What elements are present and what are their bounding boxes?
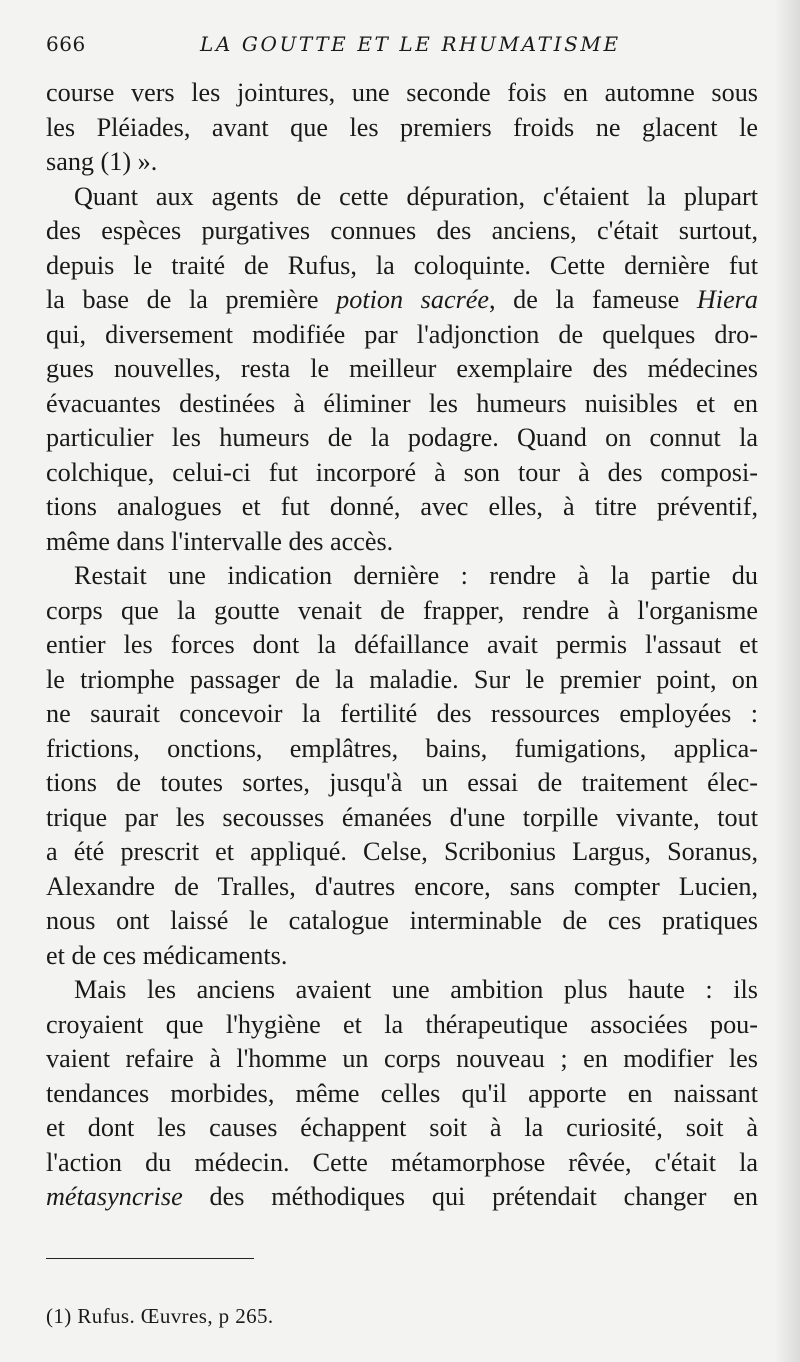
body-text: [46, 76, 758, 1215]
text-segment: la base de la première: [46, 285, 337, 314]
italic-phrase: potion sacrée: [336, 285, 490, 314]
text-line: Restait une indication dernière : rendre à la partie du: [74, 561, 758, 590]
text-line: particulier les humeurs de la podagre. Quand on connut la: [46, 423, 758, 452]
text-line: trique par les secousses émanées d'une torpille vivante, tout: [46, 802, 758, 832]
text-line: depuis le traité de Rufus, la coloquinte. Cette dernière fut: [46, 250, 758, 280]
text-line: et de ces médicaments.: [46, 940, 288, 970]
italic-phrase: métasyncrise: [46, 1182, 183, 1211]
page-edge-shadow: [774, 0, 800, 1362]
text-line: course vers les jointures, une seconde fois en automne sous: [46, 78, 758, 107]
text-line: Quant aux agents de cette dépuration, c'étaient la plupart: [74, 181, 758, 211]
page-number: 666: [46, 32, 86, 56]
text-line: tions analogues et fut donné, avec elles, à titre préventif,: [46, 492, 758, 521]
text-line: [46, 283, 758, 318]
text-line: croyaient que l'hygiène et la thérapeutique associées pou-: [46, 1009, 758, 1039]
text-line: des espèces purgatives connues des anciens, c'était surtout,: [46, 216, 758, 245]
text-line: le triomphe passager de la maladie. Sur le premier point, on: [46, 664, 758, 694]
text-line: les Pléiades, avant que les premiers froids ne glacent le: [46, 112, 758, 142]
text-line: colchique, celui-ci fut incorporé à son tour à des composi-: [46, 457, 758, 487]
text-line: Mais les anciens avaient une ambition plus haute : ils: [74, 975, 758, 1004]
text-line: entier les forces dont la défaillance avait permis l'assaut et: [46, 630, 758, 659]
footnote: (1) Rufus. Œuvres, p 265.: [46, 1304, 274, 1328]
running-header: [46, 32, 756, 62]
text-segment: , de la fameuse: [489, 285, 697, 314]
text-line: même dans l'intervalle des accès.: [46, 526, 394, 556]
text-line: Alexandre de Tralles, d'autres encore, sans compter Lucien,: [46, 871, 758, 901]
text-line: sang (1) ».: [46, 147, 158, 176]
text-line: [46, 1180, 758, 1215]
text-line: l'action du médecin. Cette métamorphose rêvée, c'était la: [46, 1147, 758, 1177]
text-line: qui, diversement modifiée par l'adjonction de quelques dro-: [46, 319, 758, 349]
text-segment: des méthodiques qui prétendait changer en: [182, 1182, 758, 1211]
italic-phrase: Hiera: [696, 285, 758, 314]
text-line: évacuantes destinées à éliminer les humeurs nuisibles et en: [46, 388, 758, 418]
text-line: vaient refaire à l'homme un corps nouveau ; en modifier les: [46, 1044, 758, 1073]
text-line: tendances morbides, même celles qu'il apporte en naissant: [46, 1078, 758, 1108]
text-line: nous ont laissé le catalogue interminable de ces pratiques: [46, 906, 758, 935]
text-line: corps que la goutte venait de frapper, rendre à l'organisme: [46, 595, 758, 625]
text-line: tions de toutes sortes, jusqu'à un essai de traitement élec-: [46, 768, 758, 797]
running-title: LA GOUTTE ET LE RHUMATISME: [200, 32, 621, 56]
text-line: ne saurait concevoir la fertilité des ressources employées :: [46, 699, 758, 728]
text-line: frictions, onctions, emplâtres, bains, fumigations, applica-: [46, 733, 758, 763]
text-line: et dont les causes échappent soit à la curiosité, soit à: [46, 1113, 758, 1142]
footnote-rule: [46, 1258, 254, 1259]
text-line: a été prescrit et appliqué. Celse, Scribonius Largus, Soranus,: [46, 837, 758, 866]
text-line: gues nouvelles, resta le meilleur exemplaire des médecines: [46, 354, 758, 383]
